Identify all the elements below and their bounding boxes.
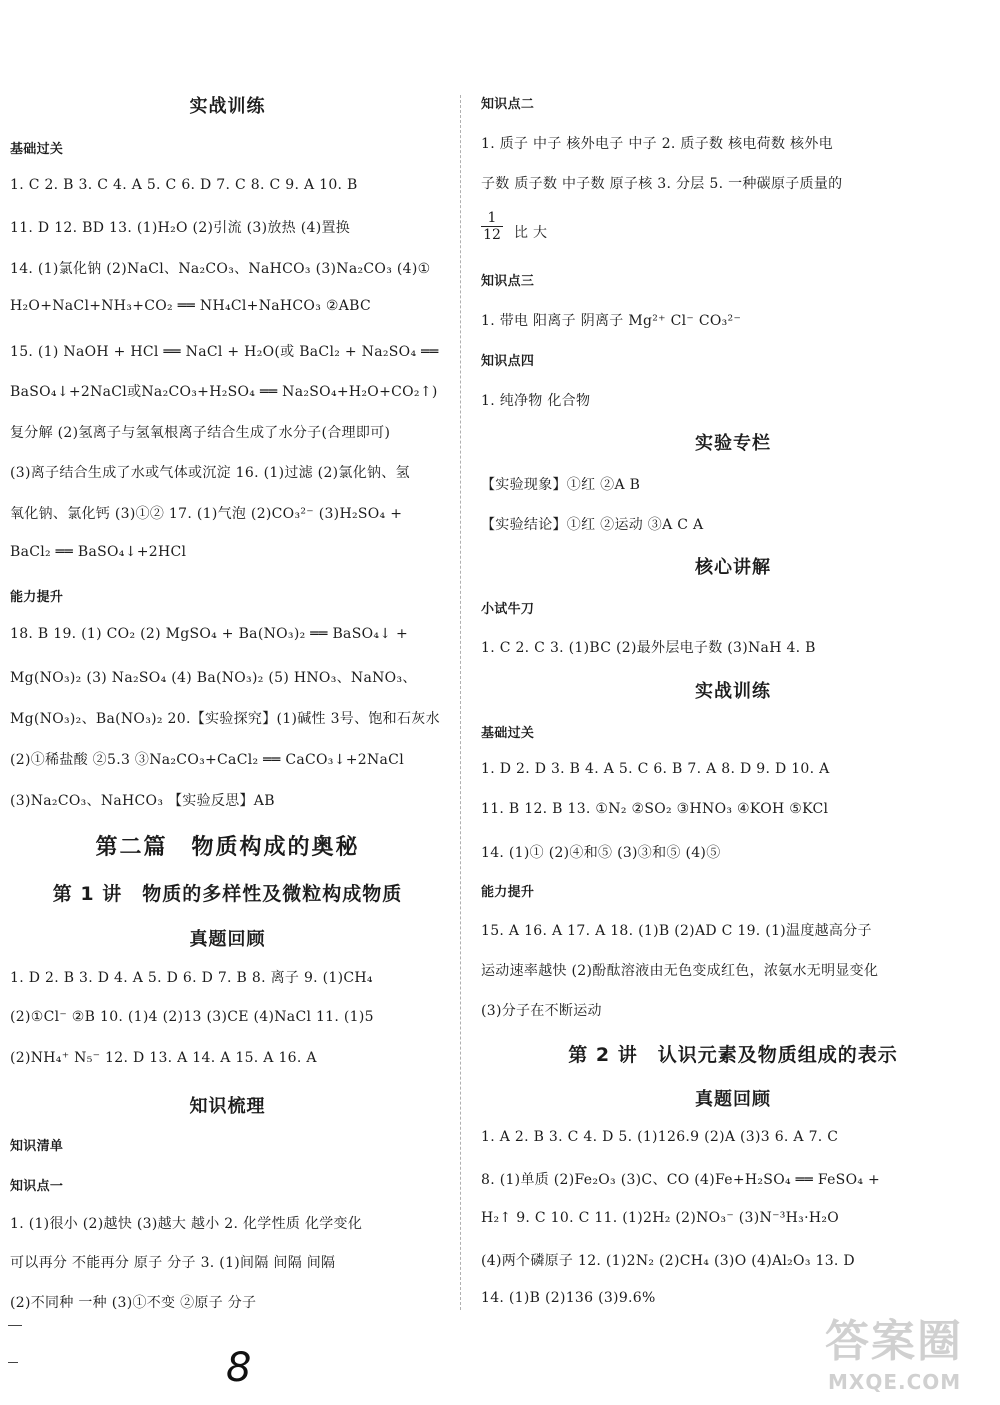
answer-line: 比 大: [514, 225, 548, 241]
subheading-nengli-tisheng-2: 能力提升: [481, 885, 535, 900]
heading-hexin-jiangjie: 核心讲解: [695, 557, 771, 578]
answer-line: (3)分子在不断运动: [481, 1003, 602, 1019]
fraction-denominator: 12: [483, 227, 501, 243]
answer-line: (3)Na₂CO₃、NaHCO₃ 【实验反思】AB: [10, 793, 275, 809]
heading-zhishi-shuli: 知识梳理: [189, 1096, 266, 1117]
fraction-one-twelfth: [481, 210, 503, 243]
answer-line: 1. D 2. D 3. B 4. A 5. C 6. B 7. A 8. D 9. D 10. A: [481, 761, 830, 777]
answer-line: 14. (1)氯化钠 (2)NaCl、Na₂CO₃、NaHCO₃ (3)Na₂CO₃ (4)①: [10, 261, 431, 277]
answer-line: (2)①稀盐酸 ②5.3 ③Na₂CO₃+CaCl₂ ══ CaCO₃↓+2NaCl: [10, 752, 404, 768]
heading-dierpian: 第二篇 物质构成的奥秘: [95, 835, 360, 860]
answer-line: 14. (1)B (2)136 (3)9.6%: [481, 1290, 656, 1306]
answer-line: (2)NH₄⁺ N₅⁻ 12. D 13. A 14. A 15. A 16. A: [10, 1050, 317, 1066]
heading-shizhan-xunlian-2: 实战训练: [695, 681, 771, 702]
subheading-jichu-guoguan: 基础过关: [10, 142, 64, 157]
answer-line: 14. (1)① (2)④和⑤ (3)③和⑤ (4)⑤: [481, 845, 721, 861]
subheading-zhishidian-1: 知识点一: [10, 1179, 64, 1194]
handwritten-page-number: 8: [226, 1345, 252, 1391]
answer-line: 1. A 2. B 3. C 4. D 5. (1)126.9 (2)A (3)3 6. A 7. C: [481, 1129, 839, 1145]
subheading-nengli-tisheng: 能力提升: [10, 590, 64, 605]
pen-mark: [8, 1362, 18, 1363]
heading-shizhan-xunlian: 实战训练: [189, 96, 266, 117]
answer-line: 1. C 2. B 3. C 4. A 5. C 6. D 7. C 8. C 9. A 10. B: [10, 177, 358, 193]
answer-line: (3)离子结合生成了水或气体或沉淀 16. (1)过滤 (2)氯化钠、氢: [10, 465, 410, 481]
answer-line: 15. A 16. A 17. A 18. (1)B (2)AD C 19. (1)温度越高分子: [481, 923, 872, 939]
answer-line: 子数 质子数 中子数 原子核 3. 分层 5. 一种碳原子质量的: [481, 176, 843, 192]
watermark-url: MXQE.COM: [828, 1370, 962, 1394]
answer-line: H₂O+NaCl+NH₃+CO₂ ══ NH₄Cl+NaHCO₃ ②ABC: [10, 298, 371, 314]
subheading-zhishidian-2: 知识点二: [481, 97, 535, 112]
answer-line: BaSO₄↓+2NaCl或Na₂CO₃+H₂SO₄ ══ Na₂SO₄+H₂O+CO₂↑): [10, 384, 438, 400]
subheading-jichu-guoguan-2: 基础过关: [481, 726, 535, 741]
answer-line: 1. 质子 中子 核外电子 中子 2. 质子数 核电荷数 核外电: [481, 136, 833, 152]
heading-zhenti-huigu-2: 真题回顾: [695, 1089, 771, 1110]
heading-lecture-1: 第 1 讲 物质的多样性及微粒构成物质: [52, 883, 403, 905]
heading-shiyan-zhuanlan: 实验专栏: [695, 433, 771, 454]
answer-line: Mg(NO₃)₂ (3) Na₂SO₄ (4) Ba(NO₃)₂ (5) HNO₃、NaNO₃、: [10, 670, 417, 686]
answer-line: (2)不同种 一种 (3)①不变 ②原子 分子: [10, 1295, 257, 1311]
subheading-zhishidian-4: 知识点四: [481, 354, 535, 369]
subheading-zhishidian-3: 知识点三: [481, 274, 535, 289]
answer-line: 1. 纯净物 化合物: [481, 393, 591, 409]
answer-line: 1. D 2. B 3. D 4. A 5. D 6. D 7. B 8. 离子 9. (1)CH₄: [10, 970, 373, 986]
answer-line: 15. (1) NaOH + HCl ══ NaCl + H₂O(或 BaCl₂ + Na₂SO₄ ══: [10, 344, 439, 360]
answer-line: Mg(NO₃)₂、Ba(NO₃)₂ 20.【实验探究】(1)碱性 3号、饱和石灰水: [10, 711, 440, 727]
answer-line: BaCl₂ ══ BaSO₄↓+2HCl: [10, 544, 187, 560]
pen-mark: [8, 1325, 22, 1326]
watermark-logo-text: 答案圈: [825, 1316, 963, 1367]
subheading-zhishi-qingdan: 知识清单: [10, 1139, 64, 1154]
answer-line: 1. C 2. C 3. (1)BC (2)最外层电子数 (3)NaH 4. B: [481, 640, 816, 656]
answer-line: 【实验现象】①红 ②A B: [481, 477, 641, 493]
answer-line: 1. 带电 阳离子 阴离子 Mg²⁺ Cl⁻ CO₃²⁻: [481, 313, 742, 329]
column-divider: [460, 95, 461, 1310]
heading-zhenti-huigu: 真题回顾: [189, 929, 266, 950]
heading-lecture-2: 第 2 讲 认识元素及物质组成的表示: [568, 1044, 898, 1066]
answer-line: 【实验结论】①红 ②运动 ③A C A: [481, 517, 704, 533]
answer-line: H₂↑ 9. C 10. C 11. (1)2H₂ (2)NO₃⁻ (3)N⁻³H₃·H₂O: [481, 1210, 840, 1226]
answer-line: 11. D 12. BD 13. (1)H₂O (2)引流 (3)放热 (4)置换: [10, 220, 351, 236]
answer-line: 11. B 12. B 13. ①N₂ ②SO₂ ③HNO₃ ④KOH ⑤KCl: [481, 801, 829, 817]
answer-line: 复分解 (2)氢离子与氢氧根离子结合生成了水分子(合理即可): [10, 425, 391, 441]
subheading-xiaoshi-niudao: 小试牛刀: [481, 602, 535, 617]
answer-line: 运动速率越快 (2)酚酞溶液由无色变成红色，浓氨水无明显变化: [481, 963, 879, 979]
answer-line: (4)两个磷原子 12. (1)2N₂ (2)CH₄ (3)O (4)Al₂O₃ 13. D: [481, 1253, 855, 1269]
answer-line: 氧化钠、氯化钙 (3)①② 17. (1)气泡 (2)CO₃²⁻ (3)H₂SO₄ +: [10, 506, 403, 522]
answer-line: (2)①Cl⁻ ②B 10. (1)4 (2)13 (3)CE (4)NaCl 11. (1)5: [10, 1009, 374, 1025]
answer-line: 1. (1)很小 (2)越快 (3)越大 越小 2. 化学性质 化学变化: [10, 1216, 363, 1232]
answer-line: 18. B 19. (1) CO₂ (2) MgSO₄ + Ba(NO₃)₂ ══ BaSO₄↓ +: [10, 626, 409, 642]
answer-line: 8. (1)单质 (2)Fe₂O₃ (3)C、CO (4)Fe+H₂SO₄ ══ FeSO₄ +: [481, 1172, 881, 1188]
fraction-numerator: 1: [481, 210, 503, 227]
answer-line: 可以再分 不能再分 原子 分子 3. (1)间隔 间隔 间隔: [10, 1255, 336, 1271]
